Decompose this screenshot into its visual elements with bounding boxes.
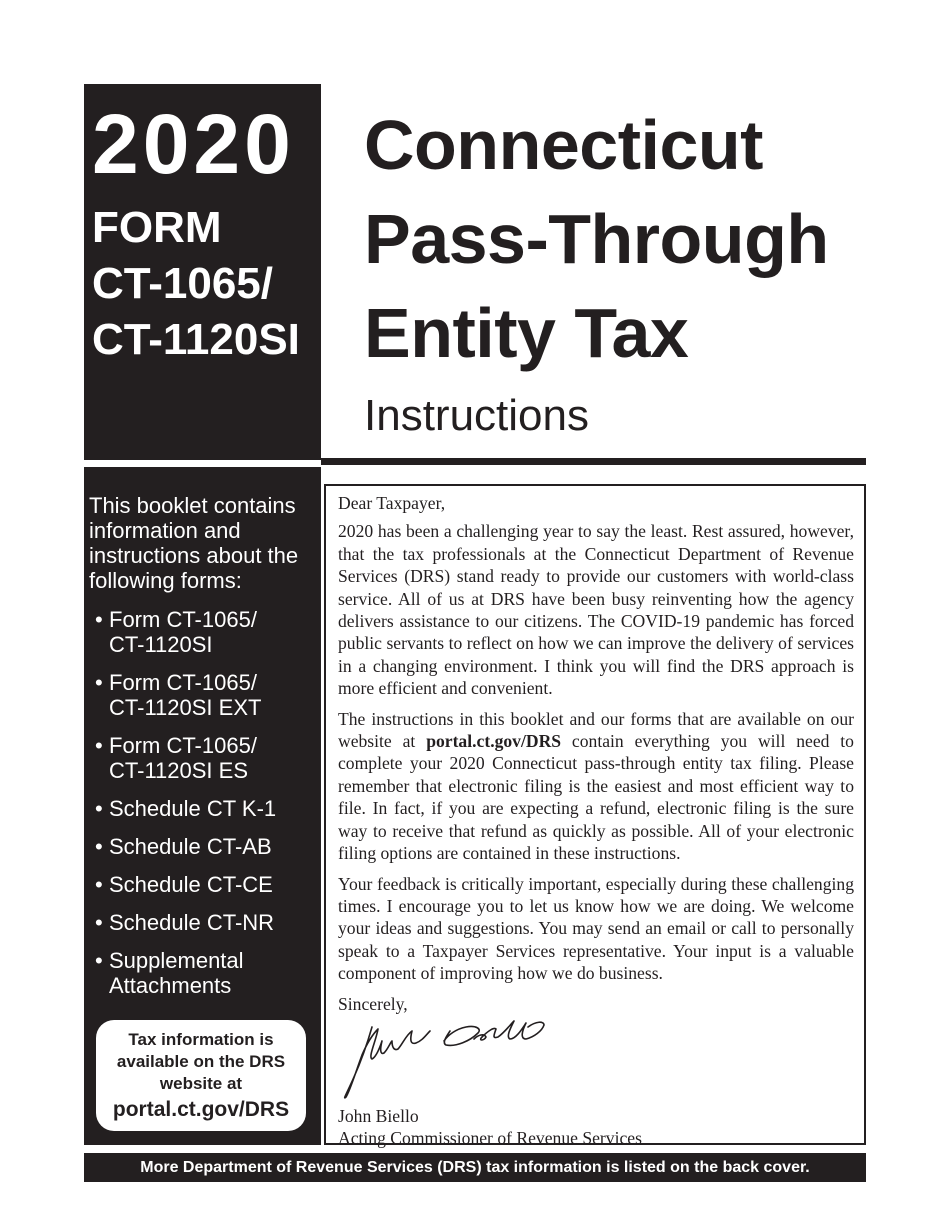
list-item: • Schedule CT-AB [95,834,272,859]
bullet-icon: • [95,670,103,695]
letter-paragraph-2: The instructions in this booklet and our forms that are available on our website at portal.ct.gov/DRS contain everything you will need to complete your 2020 Connecticut pass-through entity tax filing. Please remember that electronic filing is the easiest and most efficient way to file. In fact, if you are expecting a refund, electronic filing is the sure way to receive that refund as quickly as possible. All of your electronic filing options are contained in these instructions. [338,708,854,864]
footer-bar [84,1153,866,1182]
website-link[interactable]: portal.ct.gov/DRS [112,1098,290,1121]
letter-sign-off: Sincerely, [338,993,408,1014]
list-item: • Form CT-1065/ CT-1120SI ES [95,733,257,783]
bullet-icon: • [95,733,103,758]
list-item: • Schedule CT-NR [95,910,275,935]
bullet-icon: • [95,910,103,935]
letter-greeting: Dear Taxpayer, [338,493,446,513]
list-item: • Form CT-1065/ CT-1120SI [95,607,257,657]
tax-year: 2020 [92,97,295,191]
form-number-line-1: CT-1065/ [92,259,273,308]
sidebar-intro: This booklet contains information and instructions about the following forms: [89,493,299,593]
list-item: • Supplemental Attachments [95,948,244,998]
commissioner-letter [324,484,866,1149]
title-line-3: Entity Tax [364,294,689,372]
title-divider [321,458,866,465]
list-item: • Schedule CT-CE [95,872,273,897]
list-item: • Schedule CT K-1 [95,796,277,821]
signer-name: John Biello [338,1105,419,1126]
bullet-icon: • [95,834,103,859]
bullet-icon: • [95,872,103,897]
letter-paragraph-3: Your feedback is critically important, especially during these challenging times. I encourage you to let us know how we are doing. We welcome your ideas and suggestions. You may send an email or call to personally speak to a Taxpayer Services representative. Your input is a valuable component of improving how we do business. [338,873,854,984]
letter-paragraph-1: 2020 has been a challenging year to say the least. Rest assured, however, that the tax professionals at the Connecticut Department of Revenue Services (DRS) stand ready to provide our customers with world-class service. All of us at DRS have been busy reinventing how the agency delivers assistance to our citizens. The COVID-19 pandemic has forced public servants to reflect on how we can improve the delivery of services in a changing environment. I think you will find the DRS approach is more efficient and convenient. [338,521,854,699]
form-list [89,607,321,998]
bullet-icon: • [95,607,103,632]
website-info-box [96,1020,306,1131]
footer-text: More Department of Revenue Services (DRS) tax information is listed on the back cover. [140,1158,810,1176]
form-id-block [84,84,321,460]
title-line-2: Pass-Through [364,200,829,278]
bullet-icon: • [95,948,103,973]
title-line-1: Connecticut [364,106,763,184]
title-block [364,98,924,442]
form-number-line-2: CT-1120SI [92,315,300,364]
signature-icon [338,1011,548,1103]
website-info-text: Tax information is available on the DRS website at [116,1030,286,1093]
bullet-icon: • [95,796,103,821]
subtitle: Instructions [364,391,589,440]
form-label: FORM [92,203,222,252]
signer-title: Acting Commissioner of Revenue Services [338,1128,642,1149]
list-item: • Form CT-1065/ CT-1120SI EXT [95,670,262,720]
website-link-inline[interactable]: portal.ct.gov/DRS [426,731,562,752]
